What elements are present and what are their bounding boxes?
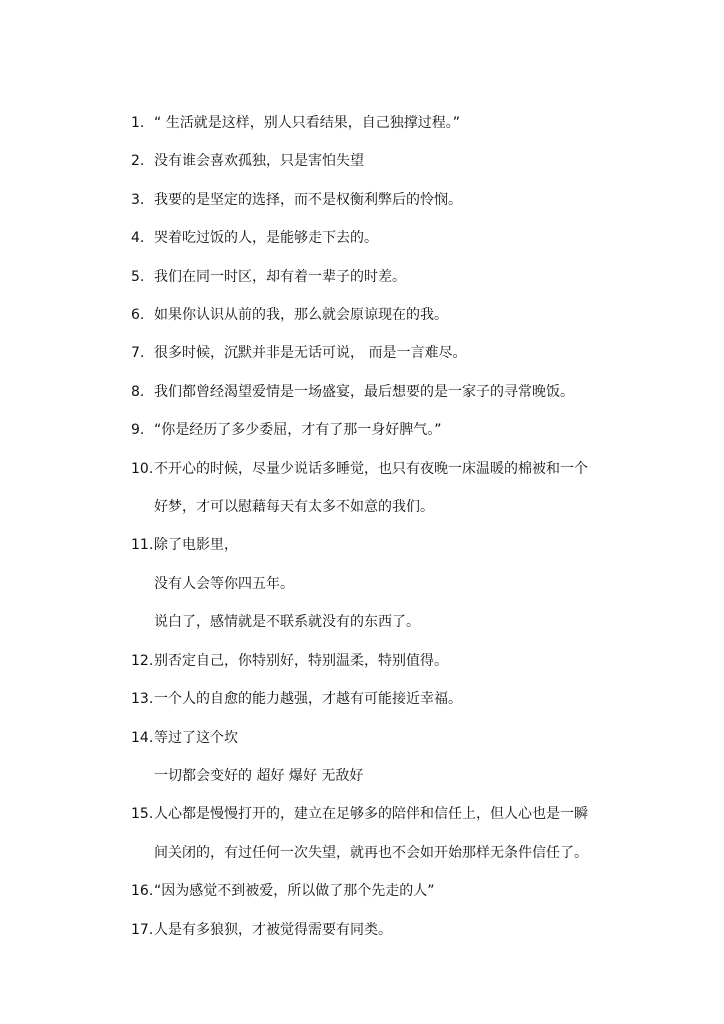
item-text-line: “因为感觉不到被爱，所以做了那个先走的人” [154,883,435,900]
item-text-line: 哭着吃过饭的人，是能够走下去的。 [154,230,378,247]
item-text-line: 没有人会等你四五年。 [154,575,294,592]
item-text [154,719,691,796]
item-number: 4. [131,230,145,247]
item-text [154,181,691,219]
list-item [131,142,691,180]
item-text [154,142,691,180]
item-number: 16. [131,883,154,900]
item-text [154,373,691,411]
item-number: 1. [131,115,145,131]
item-text-line: “ 生活就是这样，别人只看结果，自己独撑过程。” [154,115,460,131]
list-item [131,872,691,910]
list-item [131,219,691,257]
item-text [154,526,691,641]
item-text-line: 好梦，才可以慰藉每天有太多不如意的我们。 [154,499,434,516]
item-number: 10. [131,460,154,477]
item-text-line: 我们在同一时区，却有着一辈子的时差。 [154,268,406,285]
item-number: 14. [131,729,154,746]
item-number: 17. [131,921,154,938]
list-item [131,642,691,680]
item-text-line: 没有谁会喜欢孤独，只是害怕失望 [154,153,364,170]
list-item [131,296,691,334]
list-item [131,911,691,949]
list-item [131,795,691,872]
list-item [131,373,691,411]
list-item [131,680,691,718]
item-text-line: 我们都曾经渴望爱情是一场盛宴，最后想要的是一家子的寻常晚饭。 [154,383,574,400]
item-number: 2. [131,153,145,170]
item-text-line: 间关闭的，有过任何一次失望，就再也不会如开始那样无条件信任了。 [154,844,588,861]
item-text-line: 如果你认识从前的我，那么就会原谅现在的我。 [154,307,448,324]
item-text-line: 一个人的自愈的能力越强，才越有可能接近幸福。 [154,691,462,708]
item-text [154,334,691,372]
item-text-line: 人心都是慢慢打开的，建立在足够多的陪伴和信任上，但人心也是一瞬 [154,806,588,823]
item-text-line: 我要的是坚定的选择，而不是权衡利弊后的怜悯。 [154,191,462,208]
item-text [154,450,691,527]
item-number: 3. [131,191,145,208]
item-text-line: 等过了这个坎 [154,729,238,746]
item-number: 13. [131,691,154,708]
item-number: 9. [131,422,145,439]
item-number: 6. [131,307,145,324]
item-text-line: 说白了，感情就是不联系就没有的东西了。 [154,614,420,631]
item-number: 8. [131,383,145,400]
item-text-line: “你是经历了多少委屈，才有了那一身好脾气。” [154,422,442,439]
item-text [154,219,691,257]
item-text [154,642,691,680]
list-item [131,719,691,796]
list-item [131,334,691,372]
item-text [154,872,691,910]
item-number: 15. [131,806,154,823]
list-item [131,181,691,219]
item-text-line: 不开心的时候，尽量少说话多睡觉，也只有夜晚一床温暖的棉被和一个 [154,460,588,477]
item-text-line: 一切都会变好的 超好 爆好 无敌好 [154,767,364,784]
list-item [131,258,691,296]
item-number: 5. [131,268,145,285]
item-number: 7. [131,345,145,362]
quote-list [131,104,691,949]
item-number: 11. [131,537,154,554]
item-text [154,258,691,296]
item-text [154,911,691,949]
item-text-line: 人是有多狼狈，才被觉得需要有同类。 [154,921,392,938]
item-text [154,104,691,142]
item-text-line: 很多时候，沉默并非是无话可说， 而是一言难尽。 [154,345,467,362]
item-text [154,411,691,449]
list-item [131,450,691,527]
item-text [154,296,691,334]
item-text-line: 别否定自己，你特别好，特别温柔，特别值得。 [154,652,448,669]
list-item [131,526,691,641]
list-item [131,104,691,142]
item-text [154,795,691,872]
item-text-line: 除了电影里， [154,537,238,554]
item-number: 12. [131,652,154,669]
item-text [154,680,691,718]
list-item [131,411,691,449]
